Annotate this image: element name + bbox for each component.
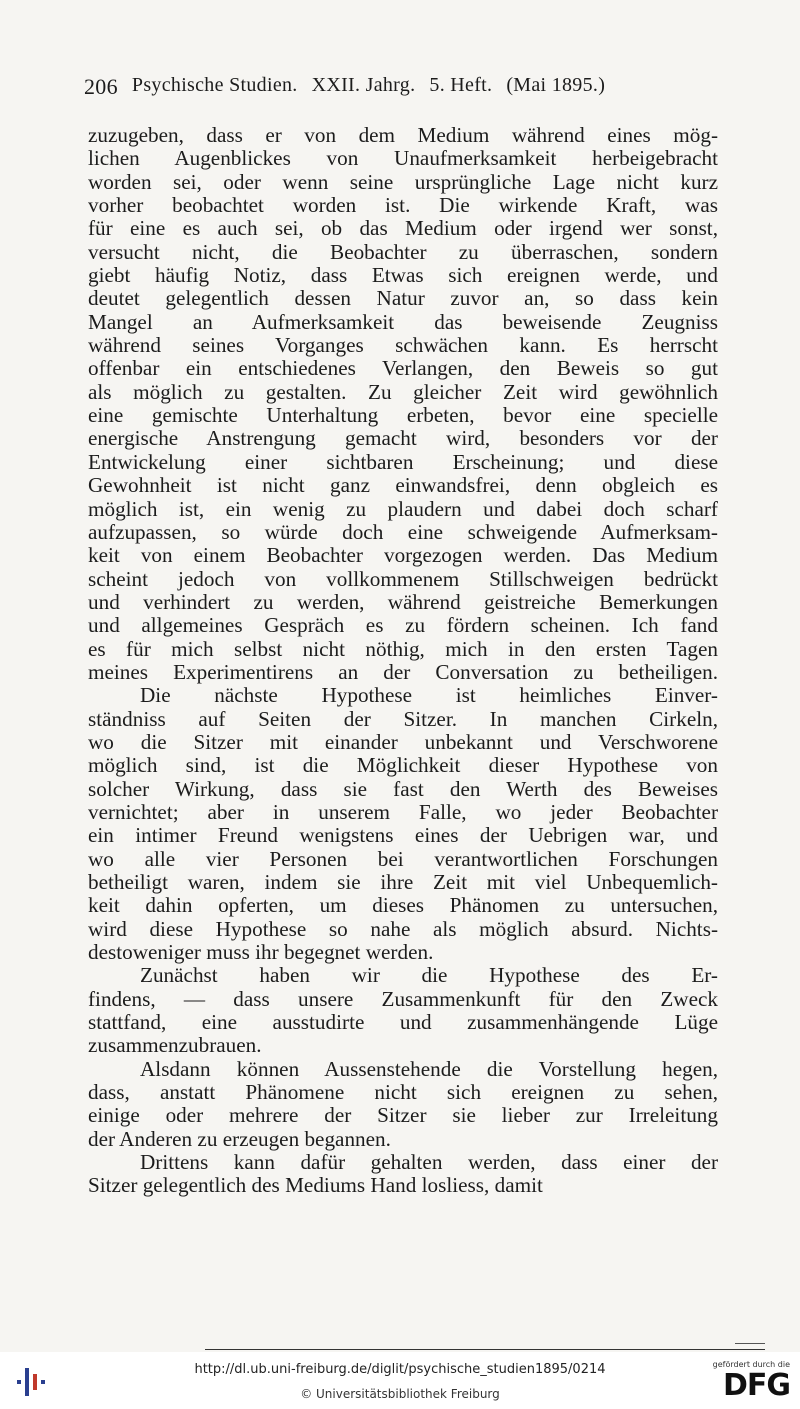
text-line: und allgemeines Gespräch es zu fördern scheinen. Ich fand xyxy=(88,613,718,638)
text-line: der Anderen zu erzeugen begannen. xyxy=(88,1126,391,1151)
volume-label: XXII. Jahrg. xyxy=(311,74,416,96)
copyright-notice: © Universitätsbibliothek Freiburg xyxy=(300,1387,500,1401)
text-line: und verhindert zu werden, während geistreiche Bemerkungen xyxy=(88,589,718,614)
dfg-logo-text: DFG xyxy=(722,1368,790,1403)
text-line: Sitzer gelegentlich des Mediums Hand losliess, damit xyxy=(88,1173,543,1198)
text-line: vorher beobachtet worden ist. Die wirkende Kraft, was xyxy=(88,193,718,218)
dfg-funded-by-label: gefördert durch die xyxy=(712,1360,790,1369)
text-line: ein intimer Freund wenigstens eines der Uebrigen war, und xyxy=(88,823,718,848)
permalink-url[interactable]: http://dl.ub.uni-freiburg.de/diglit/psychische_studien1895/0214 xyxy=(194,1362,606,1377)
text-line: versucht nicht, die Beobachter zu überraschen, sondern xyxy=(88,239,718,264)
text-line: eine gemischte Unterhaltung erbeten, bevor eine specielle xyxy=(88,403,718,428)
text-line: wo alle vier Personen bei verantwortlichen Forschungen xyxy=(88,846,718,871)
dfg-logo xyxy=(708,1360,790,1404)
text-line: Alsdann können Aussenstehende die Vorstellung hegen, xyxy=(140,1056,718,1081)
text-line: Gewohnheit ist nicht ganz einwandsfrei, denn obgleich es xyxy=(88,473,718,498)
body-text xyxy=(88,124,718,1198)
text-line: Die nächste Hypothese ist heimliches Einver- xyxy=(140,683,718,708)
text-line: vernichtet; aber in unserem Falle, wo jeder Beobachter xyxy=(88,799,718,824)
text-line: dass, anstatt Phänomene nicht sich ereignen zu sehen, xyxy=(88,1080,718,1105)
text-line: worden sei, oder wenn seine ursprüngliche Lage nicht kurz xyxy=(88,169,718,194)
text-line: möglich sind, ist die Möglichkeit dieser Hypothese von xyxy=(88,753,718,778)
text-line: einige oder mehrere der Sitzer sie lieber zur Irreleitung xyxy=(88,1103,718,1128)
text-line: meines Experimentirens an der Conversation zu betheiligen. xyxy=(88,659,718,684)
text-line: betheiligt waren, indem sie ihre Zeit mit viel Unbequemlich- xyxy=(88,870,718,894)
text-line: lichen Augenblickes von Unaufmerksamkeit herbeigebracht xyxy=(88,146,718,171)
text-line: Mangel an Aufmerksamkeit das beweisende Zeugniss xyxy=(88,309,718,334)
text-line: keit von einem Beobachter vorgezogen werden. Das Medium xyxy=(88,543,718,568)
text-line: es für mich selbst nicht nöthig, mich in den ersten Tagen xyxy=(88,636,718,661)
text-line: wo die Sitzer mit einander unbekannt und Verschworene xyxy=(88,729,718,754)
text-line: als möglich zu gestalten. Zu gleicher Zeit wird gewöhnlich xyxy=(88,379,718,404)
text-line: aufzupassen, so würde doch eine schweigende Aufmerksam- xyxy=(88,519,718,544)
text-line: wird diese Hypothese so nahe als möglich absurd. Nichts- xyxy=(88,916,718,941)
text-line: ständniss auf Seiten der Sitzer. In manchen Cirkeln, xyxy=(88,706,718,731)
footer-rule xyxy=(205,1349,765,1350)
journal-title: Psychische Studien. xyxy=(131,74,298,96)
page-number: 206 xyxy=(84,74,118,99)
text-line: stattfand, eine ausstudirte und zusammenhängende Lüge xyxy=(88,1010,718,1035)
text-line: Drittens kann dafür gehalten werden, dass einer der xyxy=(140,1150,718,1175)
text-line: zuzugeben, dass er von dem Medium während eines mög- xyxy=(88,123,718,147)
text-line: energische Anstrengung gemacht wird, besonders vor der xyxy=(88,426,718,451)
text-line: Entwickelung einer sichtbaren Erscheinung; und diese xyxy=(88,449,718,474)
text-line: offenbar ein entschiedenes Verlangen, den Beweis so gut xyxy=(88,356,718,381)
text-line: für eine es auch sei, ob das Medium oder irgend wer sonst, xyxy=(88,216,718,241)
text-line: möglich ist, ein wenig zu plaudern und dabei doch scharf xyxy=(88,496,718,521)
footer-rule-short xyxy=(735,1343,765,1344)
text-line: findens, — dass unsere Zusammenkunft für den Zweck xyxy=(88,986,718,1011)
running-header xyxy=(84,74,724,100)
text-line: solcher Wirkung, dass sie fast den Werth des Beweises xyxy=(88,776,718,801)
text-line: während seines Vorganges schwächen kann. Es herrscht xyxy=(88,333,718,358)
text-line: deutet gelegentlich dessen Natur zuvor an, so dass kein xyxy=(88,286,718,311)
text-line: destoweniger muss ihr begegnet werden. xyxy=(88,940,434,965)
issue-date: (Mai 1895.) xyxy=(506,74,606,96)
text-line: scheint jedoch von vollkommenem Stillschweigen bedrückt xyxy=(88,566,718,591)
viewer-footer xyxy=(0,1352,800,1409)
text-line: Zunächst haben wir die Hypothese des Er- xyxy=(140,963,718,988)
issue-label: 5. Heft. xyxy=(429,74,493,96)
text-line: keit dahin opferten, um dieses Phänomen zu untersuchen, xyxy=(88,893,718,918)
text-line: zusammenzubrauen. xyxy=(88,1033,262,1058)
text-line: giebt häufig Notiz, dass Etwas sich ereignen werde, und xyxy=(88,263,718,288)
